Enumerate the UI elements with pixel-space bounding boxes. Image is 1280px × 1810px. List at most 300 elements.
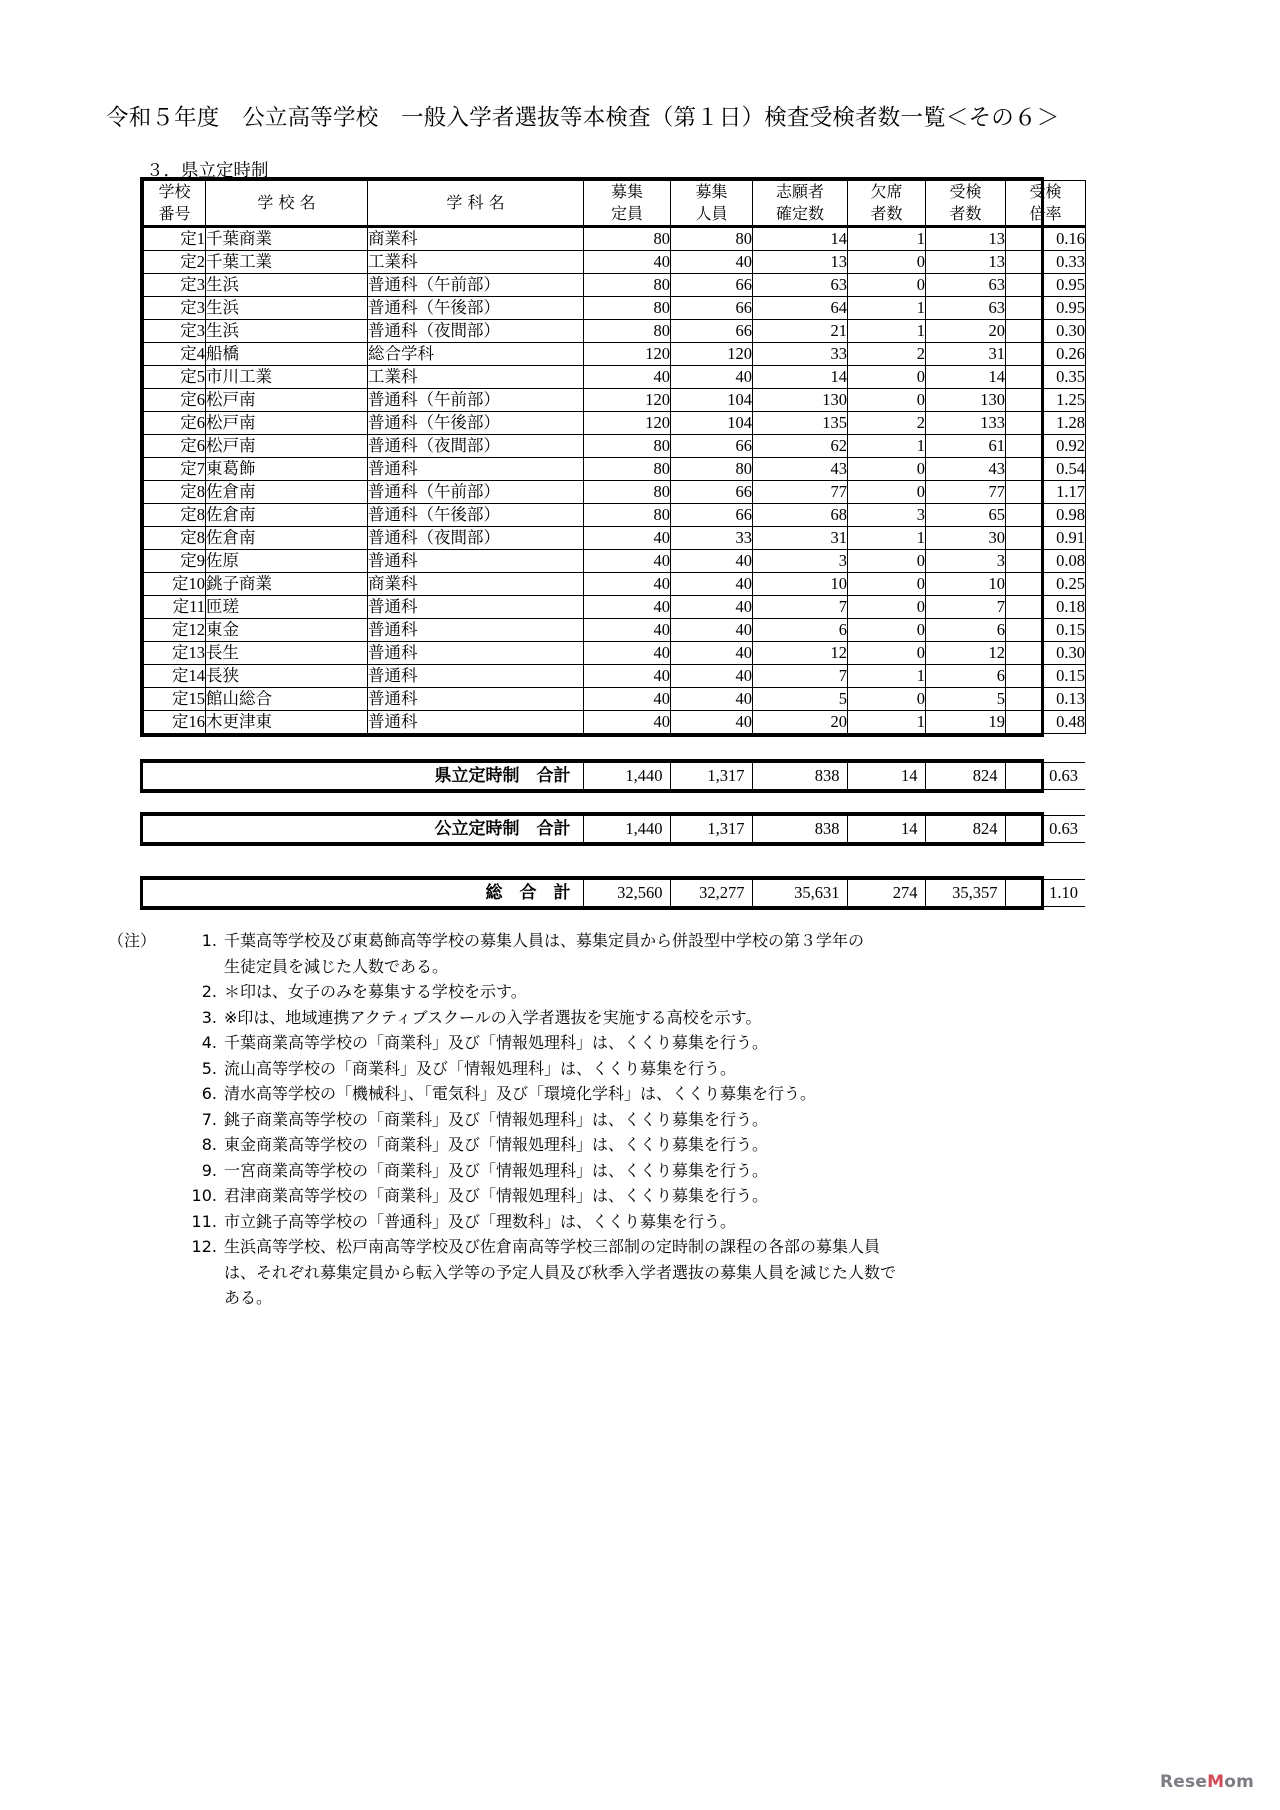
note-number: 11. [191, 1211, 217, 1231]
examinee-table-container [140, 177, 1085, 737]
row-absent: 1 [848, 320, 926, 343]
total-row [143, 763, 1085, 790]
row-ratio: 0.48 [1006, 711, 1086, 734]
row-quota: 80 [584, 320, 671, 343]
row-applicants: 3 [753, 550, 848, 573]
row-school-name: 生浜 [206, 320, 368, 343]
notes-section [108, 928, 1168, 1311]
row-dept-name: 普通科 [368, 596, 584, 619]
total-examinees-kenritsu: 824 [925, 763, 1005, 790]
row-dept-name: 普通科 [368, 642, 584, 665]
row-quota: 40 [584, 366, 671, 389]
logo-suffix: om [1224, 1772, 1254, 1792]
header-applicants-line2: 確定数 [775, 204, 824, 223]
row-ratio: 0.16 [1006, 227, 1086, 251]
row-school-name: 館山総合 [206, 688, 368, 711]
row-dept-name: 普通科 [368, 665, 584, 688]
row-applicants: 63 [753, 274, 848, 297]
row-ratio: 0.08 [1006, 550, 1086, 573]
header-examinees [926, 181, 1006, 227]
row-examinees: 10 [926, 573, 1006, 596]
row-recruit: 66 [671, 435, 753, 458]
total-absent-kouritsu: 14 [847, 816, 925, 843]
row-dept-name: 工業科 [368, 251, 584, 274]
note-text [224, 1209, 1168, 1235]
row-applicants: 5 [753, 688, 848, 711]
row-absent: 0 [848, 642, 926, 665]
row-ratio: 1.28 [1006, 412, 1086, 435]
row-recruit: 40 [671, 251, 753, 274]
table-row [144, 573, 1086, 596]
row-ratio: 0.15 [1006, 665, 1086, 688]
row-school-no: 定6 [144, 435, 206, 458]
note-item [186, 1081, 1168, 1107]
total-examinees-kouritsu: 824 [925, 816, 1005, 843]
row-dept-name: 普通科（夜間部） [368, 320, 584, 343]
row-absent: 0 [848, 389, 926, 412]
row-applicants: 68 [753, 504, 848, 527]
total-absent-grand: 274 [847, 880, 925, 907]
row-examinees: 7 [926, 596, 1006, 619]
logo-accent: M [1207, 1772, 1225, 1792]
note-text-line1: 東金商業高等学校の「商業科」及び「情報処理科」は、くくり募集を行う。 [224, 1135, 769, 1154]
row-school-no: 定10 [144, 573, 206, 596]
row-ratio: 0.30 [1006, 642, 1086, 665]
note-number: 10. [191, 1186, 217, 1205]
row-examinees: 12 [926, 642, 1006, 665]
row-dept-name: 商業科 [368, 573, 584, 596]
table-row [144, 366, 1086, 389]
row-quota: 40 [584, 251, 671, 274]
table-row [144, 274, 1086, 297]
header-school-name: 学 校 名 [206, 181, 368, 227]
row-recruit: 66 [671, 504, 753, 527]
row-school-no: 定13 [144, 642, 206, 665]
total-table-kouritsu [143, 815, 1085, 843]
table-row [144, 297, 1086, 320]
row-school-no: 定11 [144, 596, 206, 619]
note-item [186, 1158, 1168, 1184]
note-number: 1. [201, 931, 217, 950]
row-school-name: 佐原 [206, 550, 368, 573]
table-row [144, 320, 1086, 343]
total-ratio-kenritsu: 0.63 [1005, 763, 1085, 790]
row-quota: 40 [584, 527, 671, 550]
row-school-no: 定12 [144, 619, 206, 642]
row-examinees: 3 [926, 550, 1006, 573]
total-quota-grand: 32,560 [583, 880, 670, 907]
row-applicants: 14 [753, 227, 848, 251]
row-recruit: 40 [671, 573, 753, 596]
row-dept-name: 総合学科 [368, 343, 584, 366]
table-row [144, 550, 1086, 573]
row-absent: 0 [848, 596, 926, 619]
row-school-name: 千葉工業 [206, 251, 368, 274]
row-school-no: 定14 [144, 665, 206, 688]
row-recruit: 40 [671, 619, 753, 642]
note-text-line1: 一宮商業高等学校の「商業科」及び「情報処理科」は、くくり募集を行う。 [224, 1160, 769, 1180]
row-school-name: 木更津東 [206, 711, 368, 734]
note-item [186, 1183, 1168, 1209]
total-absent-kenritsu: 14 [847, 763, 925, 790]
row-ratio: 0.26 [1006, 343, 1086, 366]
note-text [224, 979, 1168, 1005]
row-ratio: 0.92 [1006, 435, 1086, 458]
notes-list [186, 928, 1168, 1311]
row-absent: 1 [848, 435, 926, 458]
table-row [144, 435, 1086, 458]
row-absent: 1 [848, 527, 926, 550]
note-item [186, 1107, 1168, 1133]
row-ratio: 0.35 [1006, 366, 1086, 389]
row-applicants: 130 [753, 389, 848, 412]
header-school-no-line1: 学校 [158, 182, 191, 201]
total-row [143, 880, 1085, 907]
total-label-kouritsu: 公立定時制 合計 [143, 816, 583, 843]
row-dept-name: 普通科 [368, 619, 584, 642]
row-absent: 1 [848, 227, 926, 251]
note-text [224, 1056, 1168, 1082]
note-text-line2: 生徒定員を減じた人数である。 [224, 956, 449, 976]
total-recruit-kouritsu: 1,317 [670, 816, 752, 843]
note-text-line1: 銚子商業高等学校の「商業科」及び「情報処理科」は、くくり募集を行う。 [224, 1109, 769, 1129]
total-quota-kenritsu: 1,440 [583, 763, 670, 790]
row-absent: 2 [848, 343, 926, 366]
row-examinees: 63 [926, 274, 1006, 297]
row-applicants: 33 [753, 343, 848, 366]
note-text [224, 1081, 1168, 1107]
row-examinees: 65 [926, 504, 1006, 527]
row-quota: 40 [584, 688, 671, 711]
row-examinees: 5 [926, 688, 1006, 711]
row-applicants: 77 [753, 481, 848, 504]
row-applicants: 43 [753, 458, 848, 481]
note-text-line1: 千葉商業高等学校の「商業科」及び「情報処理科」は、くくり募集を行う。 [224, 1033, 769, 1052]
row-recruit: 40 [671, 711, 753, 734]
row-applicants: 62 [753, 435, 848, 458]
header-absent [848, 181, 926, 227]
row-school-no: 定5 [144, 366, 206, 389]
row-examinees: 14 [926, 366, 1006, 389]
row-school-name: 東金 [206, 619, 368, 642]
row-quota: 40 [584, 619, 671, 642]
row-quota: 40 [584, 642, 671, 665]
row-applicants: 31 [753, 527, 848, 550]
total-row [143, 816, 1085, 843]
table-row [144, 596, 1086, 619]
row-absent: 1 [848, 297, 926, 320]
row-dept-name: 普通科（午後部） [368, 412, 584, 435]
table-row [144, 504, 1086, 527]
note-text-line3: ある。 [224, 1288, 273, 1307]
total-row-grand-container [140, 876, 1078, 910]
row-quota: 40 [584, 596, 671, 619]
row-ratio: 0.95 [1006, 297, 1086, 320]
row-quota: 120 [584, 389, 671, 412]
header-ratio [1006, 181, 1086, 227]
row-school-no: 定4 [144, 343, 206, 366]
row-examinees: 63 [926, 297, 1006, 320]
total-ratio-kouritsu: 0.63 [1005, 816, 1085, 843]
row-examinees: 130 [926, 389, 1006, 412]
row-examinees: 20 [926, 320, 1006, 343]
row-absent: 0 [848, 619, 926, 642]
row-school-name: 松戸南 [206, 435, 368, 458]
row-examinees: 13 [926, 251, 1006, 274]
note-number: 2. [201, 982, 217, 1001]
row-dept-name: 普通科 [368, 688, 584, 711]
header-ratio-line2: 倍率 [1029, 204, 1062, 223]
row-school-name: 船橋 [206, 343, 368, 366]
note-item [186, 1234, 1168, 1311]
row-school-name: 長生 [206, 642, 368, 665]
row-school-no: 定3 [144, 274, 206, 297]
total-applicants-kouritsu: 838 [752, 816, 847, 843]
table-row [144, 665, 1086, 688]
header-recruit-line1: 募集 [695, 182, 728, 201]
row-examinees: 6 [926, 619, 1006, 642]
header-examinees-line1: 受検 [949, 182, 982, 201]
note-item [186, 1056, 1168, 1082]
row-school-name: 松戸南 [206, 412, 368, 435]
table-row [144, 688, 1086, 711]
note-item [186, 1030, 1168, 1056]
total-row-kouritsu-container [140, 812, 1078, 846]
table-row [144, 527, 1086, 550]
note-text [224, 1183, 1168, 1209]
row-school-name: 佐倉南 [206, 527, 368, 550]
row-school-name: 銚子商業 [206, 573, 368, 596]
row-ratio: 0.18 [1006, 596, 1086, 619]
row-recruit: 104 [671, 389, 753, 412]
row-quota: 80 [584, 504, 671, 527]
header-school-no [144, 181, 206, 227]
row-school-name: 松戸南 [206, 389, 368, 412]
row-school-name: 匝瑳 [206, 596, 368, 619]
row-examinees: 77 [926, 481, 1006, 504]
note-text [224, 928, 1168, 979]
header-absent-line2: 者数 [870, 204, 903, 223]
header-applicants-line1: 志願者 [775, 182, 824, 201]
note-text [224, 1030, 1168, 1056]
row-school-no: 定8 [144, 504, 206, 527]
header-school-no-line2: 番号 [158, 204, 191, 223]
total-table-kenritsu [143, 762, 1085, 790]
row-school-name: 佐倉南 [206, 504, 368, 527]
note-text-line1: 生浜高等学校、松戸南高等学校及び佐倉南高等学校三部制の定時制の課程の各部の募集人員 [224, 1237, 881, 1256]
row-dept-name: 普通科（午前部） [368, 274, 584, 297]
row-school-no: 定6 [144, 412, 206, 435]
table-row [144, 343, 1086, 366]
row-school-no: 定3 [144, 320, 206, 343]
page-title: 令和５年度 公立高等学校 一般入学者選抜等本検査（第１日）検査受検者数一覧＜その６＞ [106, 105, 1060, 131]
header-quota [584, 181, 671, 227]
row-school-name: 千葉商業 [206, 227, 368, 251]
note-item [186, 1132, 1168, 1158]
table-row [144, 227, 1086, 251]
note-text-line1: 流山高等学校の「商業科」及び「情報処理科」は、くくり募集を行う。 [224, 1058, 737, 1078]
total-row-kenritsu-container [140, 759, 1078, 793]
note-number: 8. [201, 1135, 217, 1154]
total-ratio-grand: 1.10 [1005, 880, 1085, 907]
total-applicants-grand: 35,631 [752, 880, 847, 907]
table-row [144, 412, 1086, 435]
note-text [224, 1158, 1168, 1184]
row-recruit: 66 [671, 481, 753, 504]
row-absent: 0 [848, 573, 926, 596]
row-school-name: 生浜 [206, 297, 368, 320]
header-recruit-line2: 人員 [695, 204, 728, 223]
row-ratio: 0.98 [1006, 504, 1086, 527]
row-absent: 1 [848, 665, 926, 688]
logo-prefix: Rese [1160, 1772, 1208, 1792]
header-applicants [753, 181, 848, 227]
table-row [144, 458, 1086, 481]
note-item [186, 1005, 1168, 1031]
row-examinees: 30 [926, 527, 1006, 550]
row-dept-name: 普通科（午前部） [368, 389, 584, 412]
note-item [186, 979, 1168, 1005]
row-recruit: 40 [671, 665, 753, 688]
note-number: 7. [201, 1109, 217, 1129]
row-quota: 40 [584, 665, 671, 688]
header-dept-name: 学 科 名 [368, 181, 584, 227]
row-quota: 120 [584, 412, 671, 435]
row-ratio: 1.17 [1006, 481, 1086, 504]
row-absent: 0 [848, 688, 926, 711]
note-number: 4. [201, 1033, 217, 1052]
total-examinees-grand: 35,357 [925, 880, 1005, 907]
row-school-no: 定3 [144, 297, 206, 320]
row-absent: 3 [848, 504, 926, 527]
row-recruit: 66 [671, 274, 753, 297]
row-examinees: 13 [926, 227, 1006, 251]
row-quota: 40 [584, 573, 671, 596]
note-item [186, 928, 1168, 979]
examinee-table [143, 180, 1086, 734]
note-text-line2: は、それぞれ募集定員から転入学等の予定人員及び秋季入学者選抜の募集人員を減じた人数で [224, 1262, 897, 1282]
row-ratio: 0.91 [1006, 527, 1086, 550]
notes-heading: （注） [108, 931, 157, 950]
row-absent: 0 [848, 481, 926, 504]
row-ratio: 0.54 [1006, 458, 1086, 481]
row-applicants: 12 [753, 642, 848, 665]
table-row [144, 481, 1086, 504]
row-dept-name: 普通科（午後部） [368, 297, 584, 320]
note-number: 3. [201, 1007, 217, 1027]
row-applicants: 21 [753, 320, 848, 343]
row-recruit: 33 [671, 527, 753, 550]
row-dept-name: 工業科 [368, 366, 584, 389]
note-text-line1: 清水高等学校の「機械科」、「電気科」及び「環境化学科」は、くくり募集を行う。 [224, 1084, 817, 1103]
note-number: 5. [201, 1058, 217, 1078]
row-quota: 80 [584, 458, 671, 481]
row-quota: 120 [584, 343, 671, 366]
row-quota: 80 [584, 297, 671, 320]
note-text-line1: ※印は、地域連携アクティブスクールの入学者選抜を実施する高校を示す。 [224, 1007, 762, 1027]
note-number: 9. [201, 1160, 217, 1180]
table-row [144, 642, 1086, 665]
row-school-name: 東葛飾 [206, 458, 368, 481]
site-logo [1160, 1772, 1254, 1792]
row-dept-name: 普通科 [368, 458, 584, 481]
total-table-grand [143, 879, 1085, 907]
row-applicants: 10 [753, 573, 848, 596]
row-recruit: 40 [671, 688, 753, 711]
row-dept-name: 普通科（夜間部） [368, 527, 584, 550]
row-ratio: 0.33 [1006, 251, 1086, 274]
row-recruit: 104 [671, 412, 753, 435]
row-school-no: 定8 [144, 527, 206, 550]
row-quota: 40 [584, 711, 671, 734]
header-examinees-line2: 者数 [949, 204, 982, 223]
row-school-no: 定1 [144, 227, 206, 251]
row-absent: 0 [848, 251, 926, 274]
row-applicants: 14 [753, 366, 848, 389]
header-ratio-line1: 受検 [1029, 182, 1062, 201]
row-recruit: 66 [671, 320, 753, 343]
note-number: 12. [191, 1237, 217, 1256]
total-recruit-grand: 32,277 [670, 880, 752, 907]
row-dept-name: 普通科（夜間部） [368, 435, 584, 458]
table-row [144, 711, 1086, 734]
row-absent: 2 [848, 412, 926, 435]
row-applicants: 135 [753, 412, 848, 435]
row-quota: 40 [584, 550, 671, 573]
row-quota: 80 [584, 274, 671, 297]
row-school-no: 定9 [144, 550, 206, 573]
row-absent: 0 [848, 366, 926, 389]
row-school-no: 定16 [144, 711, 206, 734]
row-school-name: 佐倉南 [206, 481, 368, 504]
table-header-row [144, 181, 1086, 227]
total-recruit-kenritsu: 1,317 [670, 763, 752, 790]
row-school-no: 定6 [144, 389, 206, 412]
note-text-line1: 市立銚子高等学校の「普通科」及び「理数科」は、くくり募集を行う。 [224, 1211, 737, 1231]
table-row [144, 619, 1086, 642]
row-applicants: 13 [753, 251, 848, 274]
header-absent-line1: 欠席 [870, 182, 903, 201]
note-item [186, 1209, 1168, 1235]
row-school-name: 生浜 [206, 274, 368, 297]
note-text [224, 1234, 1168, 1311]
total-applicants-kenritsu: 838 [752, 763, 847, 790]
total-label-kenritsu: 県立定時制 合計 [143, 763, 583, 790]
total-quota-kouritsu: 1,440 [583, 816, 670, 843]
row-ratio: 0.95 [1006, 274, 1086, 297]
row-absent: 0 [848, 274, 926, 297]
row-quota: 80 [584, 481, 671, 504]
row-dept-name: 普通科（午前部） [368, 481, 584, 504]
row-school-name: 市川工業 [206, 366, 368, 389]
row-ratio: 1.25 [1006, 389, 1086, 412]
row-absent: 0 [848, 550, 926, 573]
header-quota-line1: 募集 [610, 182, 643, 201]
row-examinees: 43 [926, 458, 1006, 481]
row-examinees: 19 [926, 711, 1006, 734]
row-dept-name: 普通科 [368, 550, 584, 573]
note-text [224, 1132, 1168, 1158]
row-school-name: 長狭 [206, 665, 368, 688]
row-dept-name: 普通科 [368, 711, 584, 734]
row-ratio: 0.30 [1006, 320, 1086, 343]
row-absent: 1 [848, 711, 926, 734]
header-recruit [671, 181, 753, 227]
row-school-no: 定15 [144, 688, 206, 711]
row-recruit: 40 [671, 596, 753, 619]
row-school-no: 定8 [144, 481, 206, 504]
row-applicants: 64 [753, 297, 848, 320]
